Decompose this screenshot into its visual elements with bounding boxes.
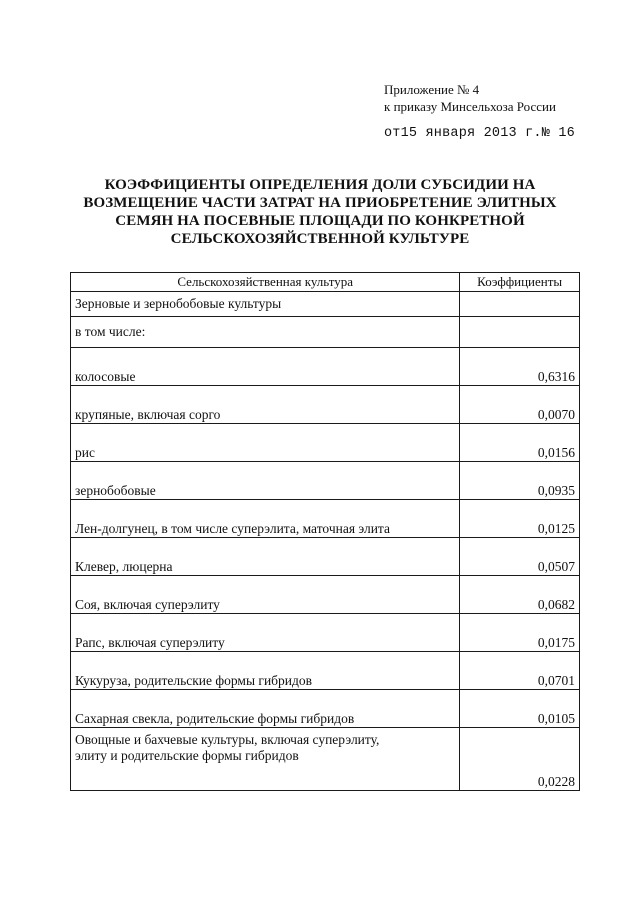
table-row <box>71 538 580 576</box>
title-line-3: СЕМЯН НА ПОСЕВНЫЕ ПЛОЩАДИ ПО КОНКРЕТНОЙ <box>115 213 525 229</box>
table-row <box>71 317 580 348</box>
table-row <box>71 652 580 690</box>
table-header-row <box>71 273 580 292</box>
document-title <box>60 176 580 248</box>
header-crop: Сельскохозяйственная культура <box>71 273 460 292</box>
title-line-4: СЕЛЬСКОХОЗЯЙСТВЕННОЙ КУЛЬТУРЕ <box>170 231 470 247</box>
coefficient-cell: 0,0935 <box>460 462 580 500</box>
table-row <box>71 348 580 386</box>
title-line-2: ВОЗМЕЩЕНИЕ ЧАСТИ ЗАТРАТ НА ПРИОБРЕТЕНИЕ ЭЛИТНЫХ <box>83 195 557 211</box>
crop-cell: Лен-долгунец, в том числе суперэлита, маточная элита <box>71 500 460 538</box>
order-date: от15 января 2013 г.№ 16 <box>384 126 575 141</box>
crop-line-2: элиту и родительские формы гибридов <box>75 748 299 763</box>
crop-cell: в том числе: <box>71 317 460 348</box>
table-row <box>71 728 580 791</box>
appendix-number: Приложение № 4 <box>384 82 480 97</box>
header-coefficient: Коэффициенты <box>460 273 580 292</box>
coefficient-cell <box>460 292 580 317</box>
crop-cell: колосовые <box>71 348 460 386</box>
coefficient-cell: 0,6316 <box>460 348 580 386</box>
crop-cell: Соя, включая суперэлиту <box>71 576 460 614</box>
crop-cell: крупяные, включая сорго <box>71 386 460 424</box>
coefficient-cell: 0,0070 <box>460 386 580 424</box>
coefficient-cell: 0,0507 <box>460 538 580 576</box>
table-row <box>71 462 580 500</box>
crop-cell: Зерновые и зернобобовые культуры <box>71 292 460 317</box>
coefficients-table <box>70 272 580 791</box>
coefficient-cell: 0,0682 <box>460 576 580 614</box>
table-row <box>71 500 580 538</box>
table-row <box>71 614 580 652</box>
table-row <box>71 386 580 424</box>
coefficient-cell: 0,0175 <box>460 614 580 652</box>
appendix-order-reference: к приказу Минсельхоза России <box>384 99 556 114</box>
crop-cell: зернобобовые <box>71 462 460 500</box>
crop-cell: Клевер, люцерна <box>71 538 460 576</box>
coefficient-cell: 0,0156 <box>460 424 580 462</box>
coefficient-cell: 0,0701 <box>460 652 580 690</box>
crop-cell: Сахарная свекла, родительские формы гибридов <box>71 690 460 728</box>
coefficient-cell: 0,0105 <box>460 690 580 728</box>
table-row <box>71 576 580 614</box>
title-line-1: КОЭФФИЦИЕНТЫ ОПРЕДЕЛЕНИЯ ДОЛИ СУБСИДИИ НА <box>104 177 536 193</box>
coefficient-cell: 0,0125 <box>460 500 580 538</box>
crop-cell: Кукуруза, родительские формы гибридов <box>71 652 460 690</box>
crop-line-1: Овощные и бахчевые культуры, включая суперэлиту, <box>75 732 380 747</box>
coefficient-cell: 0,0228 <box>460 728 580 791</box>
crop-cell: Рапс, включая суперэлиту <box>71 614 460 652</box>
appendix-header <box>384 81 556 115</box>
crop-cell: рис <box>71 424 460 462</box>
coefficient-cell <box>460 317 580 348</box>
table-row <box>71 292 580 317</box>
table-row <box>71 690 580 728</box>
crop-cell <box>71 728 460 791</box>
table-row <box>71 424 580 462</box>
